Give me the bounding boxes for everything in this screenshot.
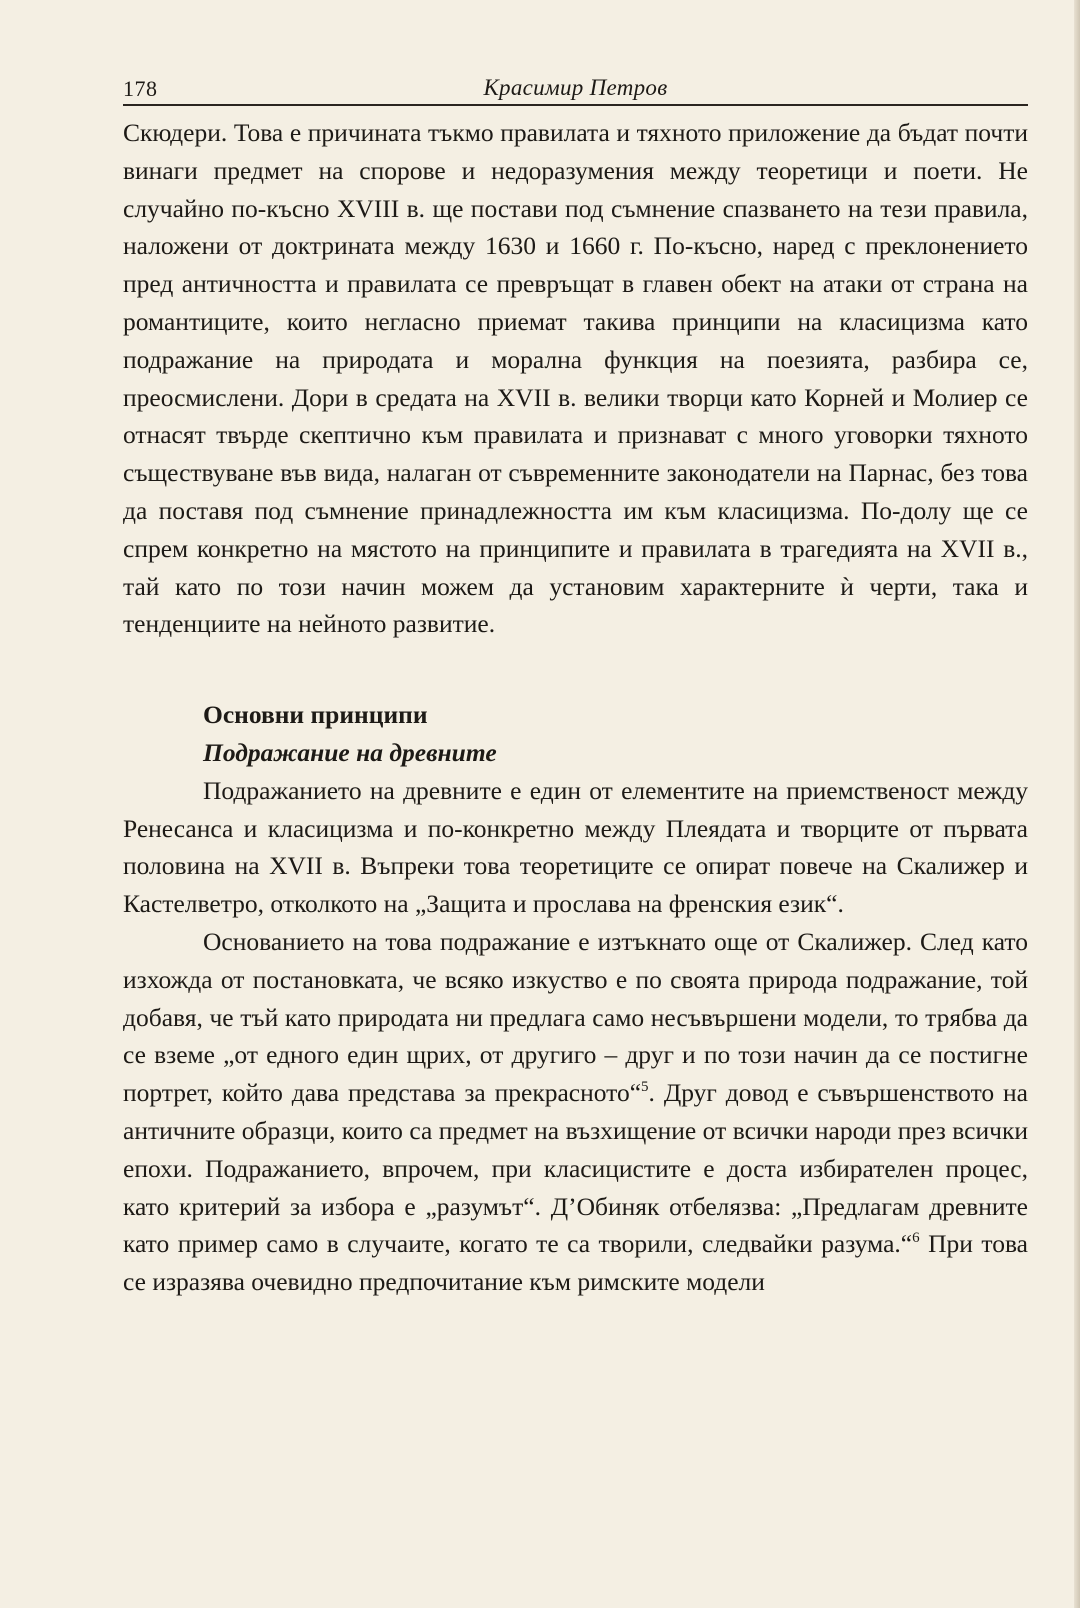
- subsection-heading: Подражание на древните: [203, 737, 497, 767]
- footnote-marker[interactable]: 6: [912, 1230, 920, 1247]
- section-heading: Основни принципи: [203, 700, 428, 730]
- page-edge: [1074, 0, 1080, 1608]
- paragraph-text-segment: . Друг довод е съвършенството на античните образци, които са предмет на възхищение от всички народи през всички епохи. Подражанието, впрочем, при класицистите е доста избирателен процес, като критерий за избора е „разумът“. Д’Обиняк отбелязва: „Предлагам древните като пример само в случаите, когато те са творили, следвайки разума.“: [123, 1078, 1028, 1259]
- paragraph-continuation: Скюдери. Това е причината тъкмо правилата и тяхното приложение да бъдат почти винаги предмет на спорове и недоразумения между теоретици и поети. Не случайно по-късно XVIII в. ще постави под съмнение спазването на тези правила, наложени от доктрината между 1630 и 1660 г. По-късно, наред с преклонението пред античността и правилата се превръщат в главен обект на атаки от страна на романтиците, които негласно приемат такива принципи на класицизма като подражание на природата и морална функция на поезията, разбира се, преосмислени. Дори в средата на XVII в. велики творци като Корней и Молиер се отнасят твърде скептично към правилата и признават с много уговорки тяхното съществуване във вида, налаган от съвременните законодатели на Парнас, без това да поставя под съмнение принадлежността им към класицизма. По-долу ще се спрем конкретно на мястото на принципите и правилата в трагедията на XVII в., тай като по този начин можем да установим характерните ѝ черти, така и тенденциите на нейното развитие.: [123, 118, 1028, 639]
- running-title: Красимир Петров: [483, 75, 668, 100]
- paragraph-text-segment: При това се изразява очевидно предпочитание към римските модели: [123, 1229, 1028, 1297]
- footnote-marker[interactable]: 5: [641, 1079, 649, 1096]
- paragraph-imitation-intro: Подражанието на древните е един от елементите на приемственост между Ренесанса и класицизма и по-конкретно между Плеядата и творците от първата половина на XVII в. Въпреки това теоретиците се опират повече на Скалижер и Кастелветро, отколкото на „Защита и прослава на френския език“.: [123, 775, 1028, 919]
- paragraph-text-segment: Основанието на това подражание е изтъкнато още от Скалижер. След като изхожда от постановката, че всяко изкуство е по своята природа подражание, той добавя, че тъй като природата ни предлага само несъвършени модели, то трябва да се вземе „от едного един щрих, от другиго – друг и по този начин да се постигне портрет, който дава представа за прекрасното“: [123, 926, 1028, 1108]
- paragraph-imitation-basis: [123, 923, 1028, 1301]
- page-number: 178: [123, 76, 158, 101]
- running-head: [123, 74, 1028, 106]
- body-text: [123, 114, 1028, 1301]
